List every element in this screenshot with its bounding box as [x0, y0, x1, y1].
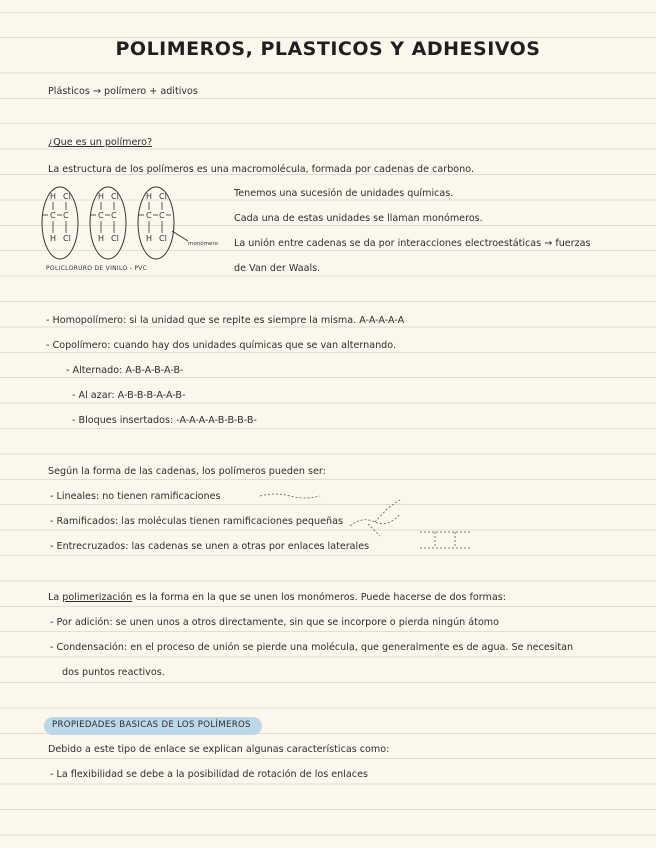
type-bloques: - Bloques insertados: -A-A-A-A-B-B-B-B- — [72, 415, 257, 426]
side-text-line: Tenemos una sucesión de unidades químicas. — [234, 188, 454, 199]
side-text-line: de Van der Waals. — [234, 263, 321, 274]
atom-label: C — [98, 211, 104, 220]
intro-line: Plásticos → polímero + aditivos — [48, 86, 198, 97]
atom-label: H — [98, 234, 105, 243]
polymerization-condensacion: - Condensación: en el proceso de unión se pierde una molécula, que generalmente es de agua. Se necesitan — [50, 642, 574, 653]
atom-label: Cl — [159, 192, 167, 201]
properties-item: - La flexibilidad se debe a la posibilidad de rotación de los enlaces — [50, 769, 368, 780]
pvc-diagram — [40, 183, 240, 273]
question-heading: ¿Que es un polímero? — [48, 137, 153, 148]
form-entrecruzados: - Entrecruzados: las cadenas se unen a otras por enlaces laterales — [50, 541, 370, 552]
atom-label: C — [63, 211, 69, 220]
atom-label: H — [146, 192, 153, 201]
atom-label: C — [50, 211, 56, 220]
polymerization-term: polimerización — [62, 592, 133, 603]
polymerization-prefix: La — [48, 592, 60, 603]
type-al-azar: - Al azar: A-B-B-B-A-A-B- — [72, 390, 186, 401]
atom-label: C — [111, 211, 117, 220]
properties-heading: PROPIEDADES BASICAS DE LOS POLÍMEROS — [52, 720, 251, 730]
type-alternado: - Alternado: A-B-A-B-A-B- — [66, 365, 184, 376]
atom-label: Cl — [63, 192, 71, 201]
pvc-caption: POLICLORURO DE VINILO - PVC — [46, 265, 148, 272]
properties-intro: Debido a este tipo de enlace se explican algunas características como: — [48, 744, 390, 755]
atom-label: H — [50, 192, 57, 201]
atom-label: Cl — [159, 234, 167, 243]
chain-sketches — [250, 486, 480, 566]
atom-label: H — [50, 234, 57, 243]
forms-intro: Según la forma de las cadenas, los polímeros pueden ser: — [48, 466, 326, 477]
polymerization-adicion: - Por adición: se unen unos a otros directamente, sin que se incorpore o pierda ningún átomo — [50, 617, 500, 628]
atom-label: H — [146, 234, 153, 243]
atom-label: C — [146, 211, 152, 220]
form-lineales: - Lineales: no tienen ramificaciones — [50, 491, 221, 502]
form-ramificados: - Ramificados: las moléculas tienen ramificaciones pequeñas — [50, 516, 343, 527]
side-text-line: Cada una de estas unidades se llaman monómeros. — [234, 213, 483, 224]
polymerization-condensacion-cont: dos puntos reactivos. — [62, 667, 165, 678]
atom-label: H — [98, 192, 105, 201]
polymerization-rest: es la forma en la que se unen los monómeros. Puede hacerse de dos formas: — [135, 592, 506, 603]
type-copolymer: - Copolímero: cuando hay dos unidades químicas que se van alternando. — [46, 340, 397, 351]
atom-label: Cl — [111, 192, 119, 201]
structure-line: La estructura de los polímeros es una macromolécula, formada por cadenas de carbono. — [48, 164, 474, 175]
atom-label: Cl — [63, 234, 71, 243]
atom-label: C — [159, 211, 165, 220]
side-text-line: La unión entre cadenas se da por interacciones electroestáticas → fuerzas — [234, 238, 591, 249]
monomer-label: monómero — [188, 241, 218, 247]
polymerization-line — [48, 592, 506, 603]
type-homopolymer: - Homopolímero: si la unidad que se repite es siempre la misma. A-A-A-A-A — [46, 315, 405, 326]
atom-label: Cl — [111, 234, 119, 243]
page-title: POLIMEROS, PLASTICOS Y ADHESIVOS — [115, 38, 541, 60]
